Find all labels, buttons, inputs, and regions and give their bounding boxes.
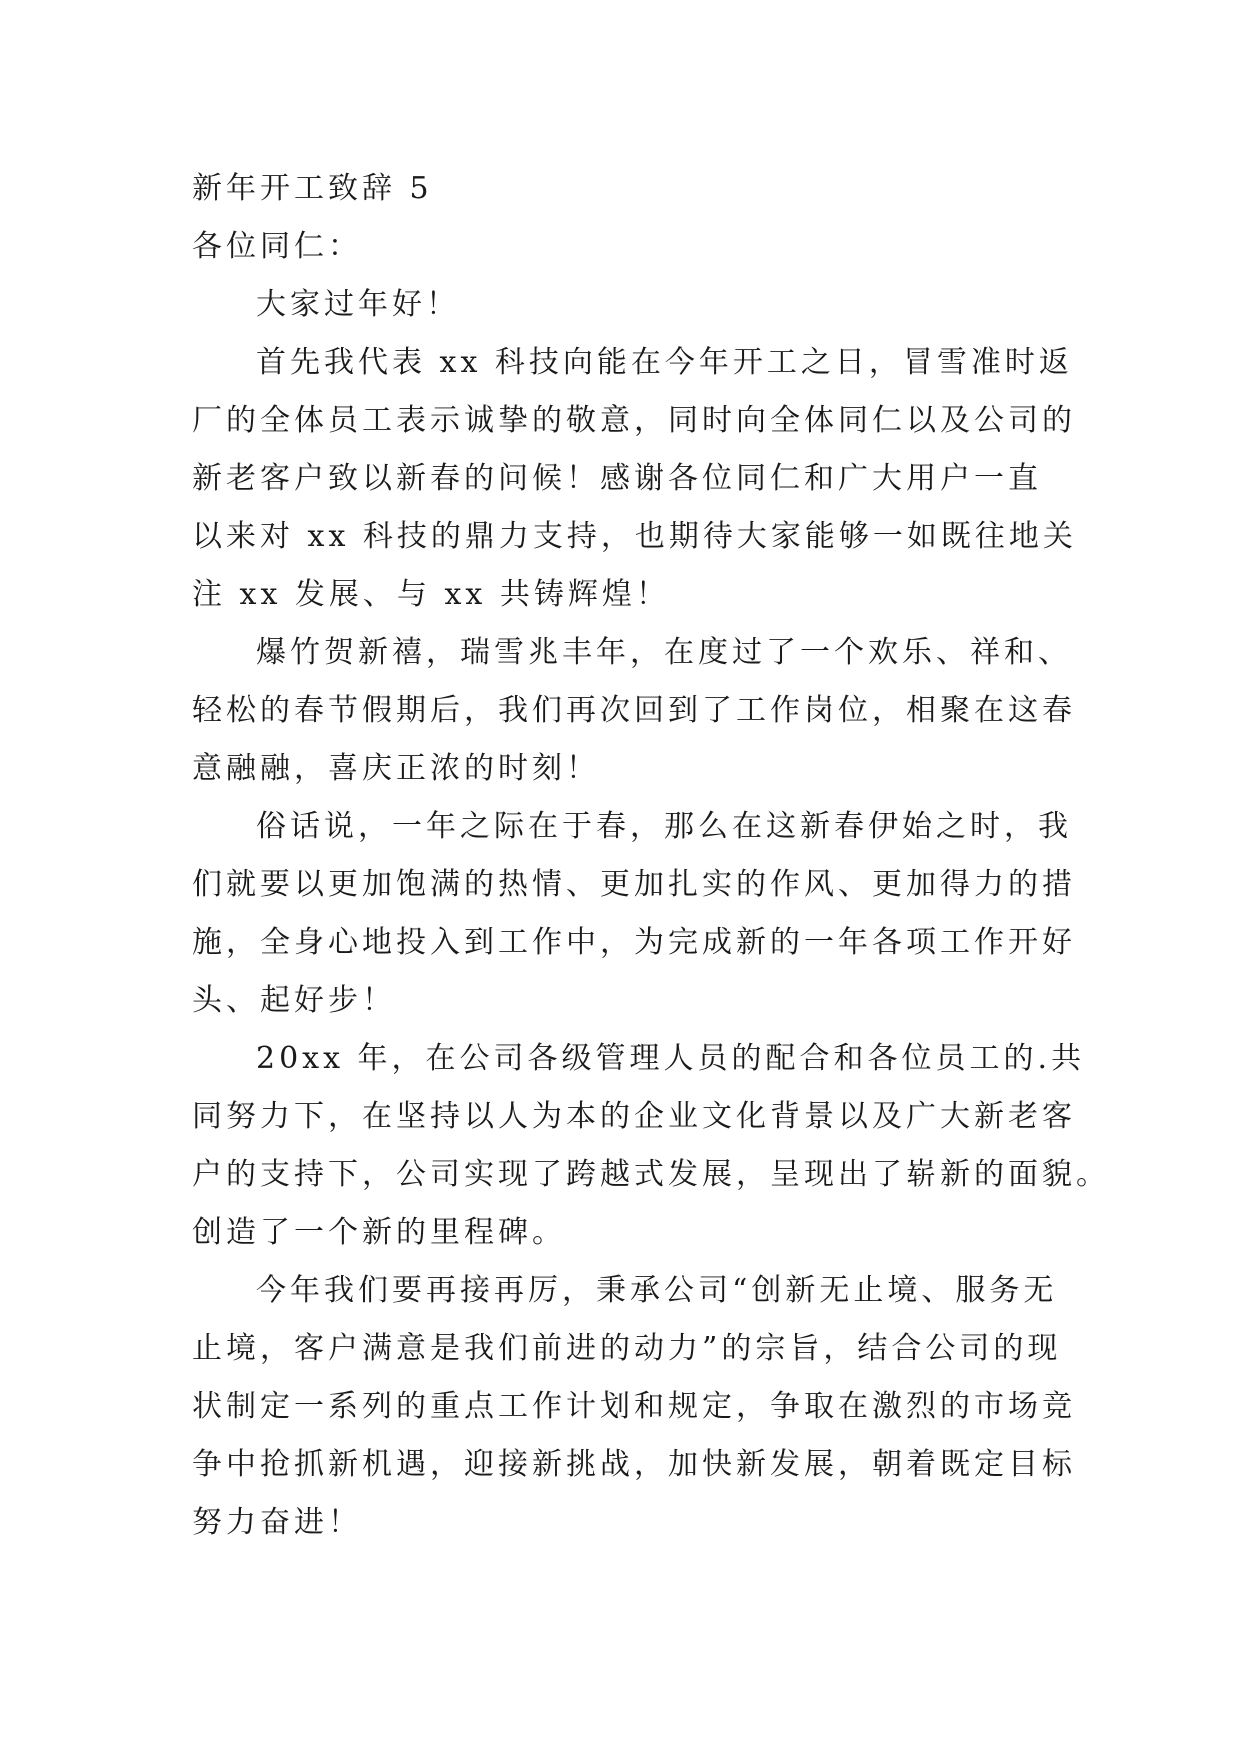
text-line: 今年我们要再接再厉，秉承公司“创新无止境、服务无: [256, 1273, 1058, 1308]
text-line: 首先我代表 xx 科技向能在今年开工之日，冒雪准时返: [256, 345, 1073, 380]
text-line: 止境，客户满意是我们前进的动力”的宗旨，结合公司的现: [192, 1331, 1062, 1366]
document-title: 新年开工致辞 5: [192, 171, 433, 206]
text-line: 施，全身心地投入到工作中，为完成新的一年各项工作开好: [192, 925, 1076, 960]
text-line: 户的支持下，公司实现了跨越式发展，呈现出了崭新的面貌。: [192, 1157, 1110, 1192]
text-line: 俗话说，一年之际在于春，那么在这新春伊始之时，我: [256, 809, 1072, 844]
text-line: 20xx 年，在公司各级管理人员的配合和各位员工的.共: [256, 1041, 1086, 1076]
text-line: 以来对 xx 科技的鼎力支持，也期待大家能够一如既往地关: [192, 519, 1077, 554]
text-line: 创造了一个新的里程碑。: [192, 1215, 566, 1250]
text-line: 争中抢抓新机遇，迎接新挑战，加快新发展，朝着既定目标: [192, 1447, 1076, 1482]
text-line: 轻松的春节假期后，我们再次回到了工作岗位，相聚在这春: [192, 693, 1076, 728]
document-body: [192, 160, 1110, 1552]
body-lines: [192, 276, 1110, 1552]
text-line: 厂的全体员工表示诚挚的敬意，同时向全体同仁以及公司的: [192, 403, 1076, 438]
text-line: 注 xx 发展、与 xx 共铸辉煌！: [192, 577, 670, 612]
text-line: 们就要以更加饱满的热情、更加扎实的作风、更加得力的措: [192, 867, 1076, 902]
text-line: 爆竹贺新禧，瑞雪兆丰年，在度过了一个欢乐、祥和、: [256, 635, 1072, 670]
text-line: 头、起好步！: [192, 983, 396, 1018]
salutation: 各位同仁：: [192, 229, 362, 264]
text-line: 同努力下，在坚持以人为本的企业文化背景以及广大新老客: [192, 1099, 1076, 1134]
text-line: 状制定一系列的重点工作计划和规定，争取在激烈的市场竞: [192, 1389, 1076, 1424]
text-line: 意融融，喜庆正浓的时刻！: [192, 751, 600, 786]
text-line: 大家过年好！: [256, 287, 460, 322]
text-line: 新老客户致以新春的问候！感谢各位同仁和广大用户一直: [192, 461, 1042, 496]
text-line: 努力奋进！: [192, 1505, 362, 1540]
